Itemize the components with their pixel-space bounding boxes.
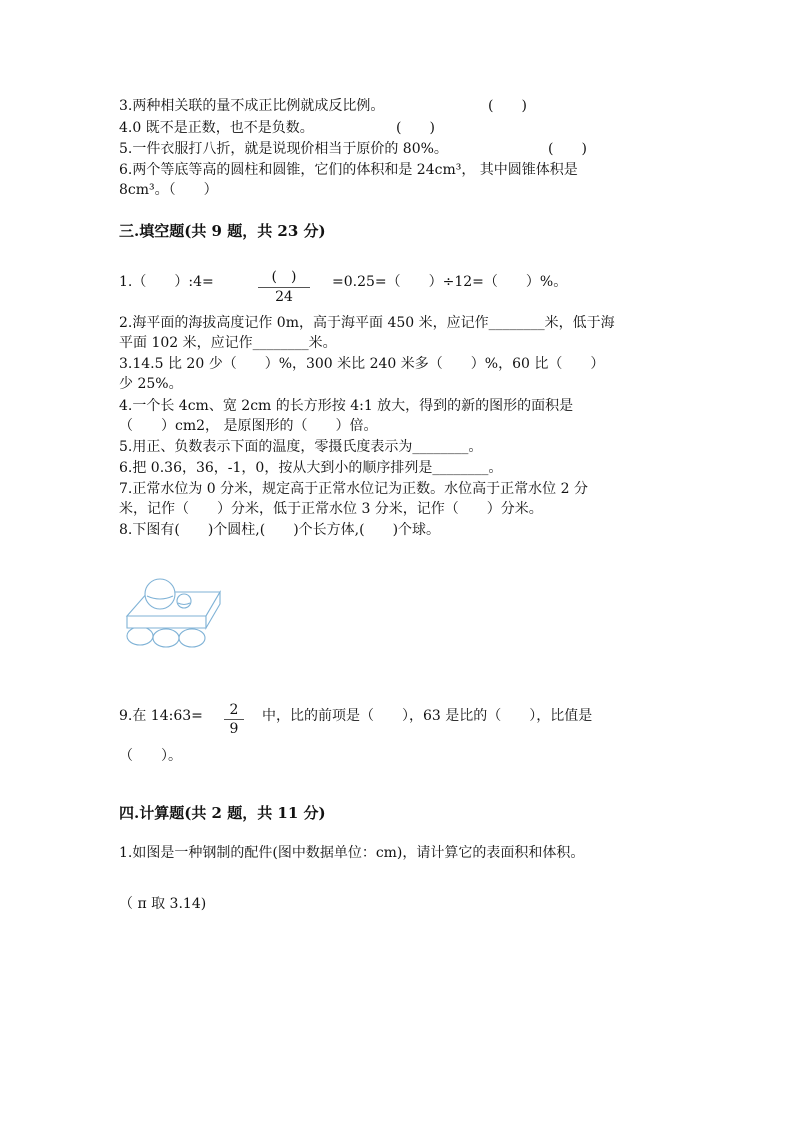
s3-q2-line1: 2.海平面的海拔高度记作 0m，高于海平面 450 米，应记作________米，低于海 [119, 315, 615, 331]
tf-q3 [119, 96, 384, 116]
s3-q4-line1: 4.一个长 4cm、宽 2cm 的长方形按 4:1 放大，得到的新的图形的面积是 [119, 398, 574, 414]
sphere-small [177, 594, 191, 608]
s3-q2-line2: 平面 102 米，应记作________米。 [119, 335, 337, 351]
s3-q1-fraction-denominator: 24 [275, 289, 293, 305]
s3-q9-part-a: 9.在 14:63= [119, 708, 203, 724]
tf-q3-answer-paren[interactable]: ( ) [488, 98, 527, 114]
s3-q1-fraction-numerator[interactable]: ( ) [271, 269, 297, 285]
s4-q1-pi-note: （ π 取 3.14) [119, 896, 207, 912]
s3-q9-line2: （ ）。 [119, 748, 182, 764]
cylinder-left [127, 627, 153, 645]
s4-q1: 1.如图是一种钢制的配件(图中数据单位：cm)，请计算它的表面积和体积。 [119, 845, 585, 861]
section4-title: 四.计算题(共 2 题，共 11 分) [119, 804, 326, 822]
section3-title: 三.填空题(共 9 题，共 23 分) [119, 222, 326, 240]
s3-q6: 6.把 0.36，36，-1，0，按从大到小的顺序排列是________。 [119, 460, 503, 476]
s3-q8: 8.下图有( )个圆柱,( )个长方体,( )个球。 [119, 522, 441, 538]
fraction-bar [224, 719, 244, 720]
sphere-large [145, 579, 175, 609]
s3-q7-line1: 7.正常水位为 0 分米，规定高于正常水位记为正数。水位高于正常水位 2 分 [119, 481, 588, 497]
s3-q3-line1: 3.14.5 比 20 少（ ）%，300 米比 240 米多（ ）%，60 比（ ） [119, 356, 605, 372]
s3-q9-part-b: 中，比的前项是（ ），63 是比的（ ），比值是 [262, 708, 593, 724]
tf-q5 [119, 139, 448, 159]
tf-q5-text: 5.一件衣服打八折，就是说现价相当于原价的 80%。 [119, 141, 448, 157]
tf-q6-line1: 6.两个等底等高的圆柱和圆锥，它们的体积和是 24cm³， 其中圆锥体积是 [119, 162, 578, 178]
s3-q1-part-b: =0.25=（ ）÷12=（ ）%。 [332, 274, 568, 290]
s3-q9-fraction-numerator: 2 [229, 702, 239, 718]
fraction-bar [258, 287, 310, 288]
s3-q9-fraction [224, 702, 244, 737]
s3-q7-line2: 米，记作（ ）分米，低于正常水位 3 分米，记作（ ）分米。 [119, 501, 543, 517]
tf-q5-answer-paren[interactable]: ( ) [548, 141, 587, 157]
tf-q4 [119, 118, 314, 138]
tf-q4-answer-paren[interactable]: ( ) [396, 120, 435, 136]
s3-q9-fraction-denominator: 9 [229, 721, 239, 737]
tf-q3-text: 3.两种相关联的量不成正比例就成反比例。 [119, 98, 385, 114]
solids-figure [124, 572, 224, 648]
cylinder-right [179, 629, 205, 647]
s3-q3-line2: 少 25%。 [119, 376, 183, 392]
cylinder-middle [153, 629, 179, 647]
s3-q5: 5.用正、负数表示下面的温度，零摄氏度表示为________。 [119, 439, 483, 455]
tf-q6-line2: 8cm³。（ ） [119, 182, 218, 198]
cuboid-front [127, 616, 206, 628]
s3-q1-part-a: 1.（ ）:4= [119, 274, 214, 290]
tf-q4-text: 4.0 既不是正数，也不是负数。 [119, 120, 314, 136]
s3-q4-line2: （ ）cm2， 是原图形的（ ）倍。 [119, 418, 378, 434]
s3-q1-fraction [258, 266, 310, 305]
